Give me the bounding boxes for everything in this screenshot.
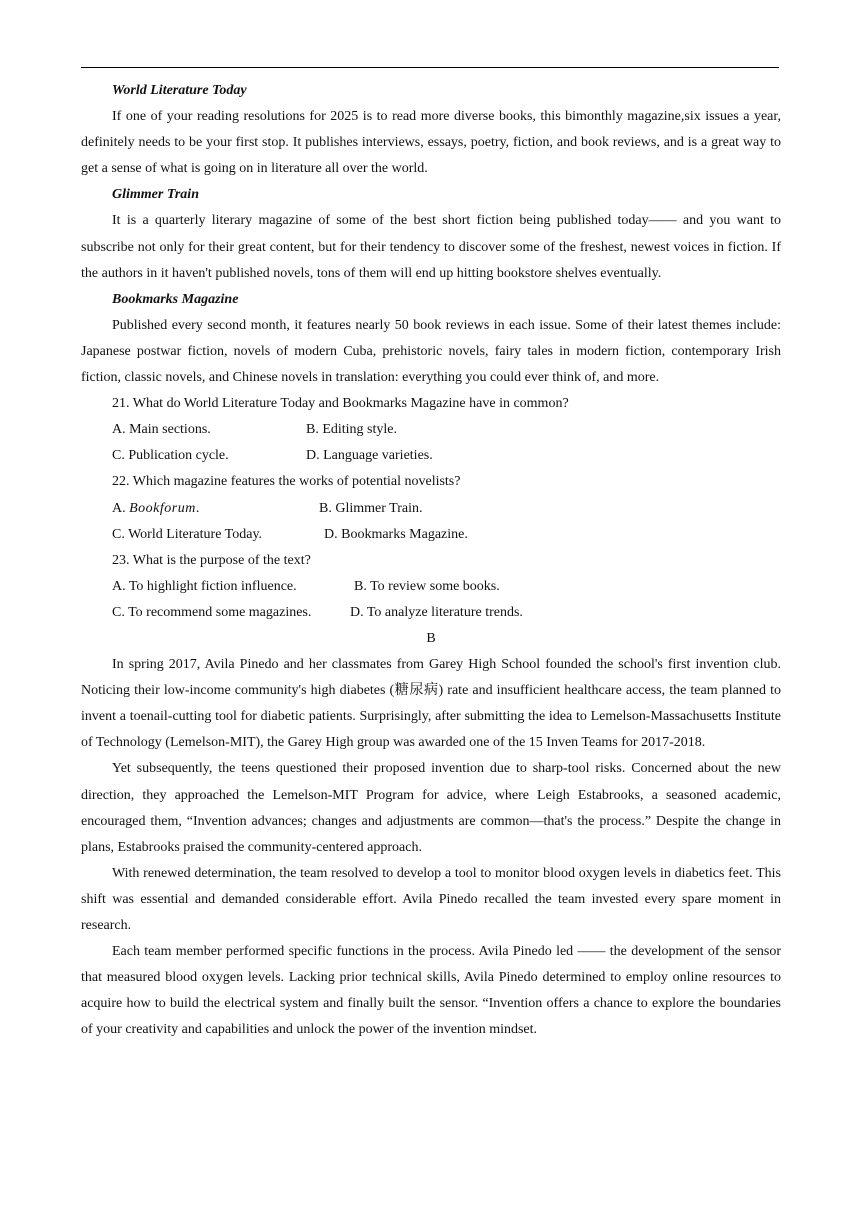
- paragraph-b-3: With renewed determination, the team resolved to develop a tool to monitor blood oxygen levels in diabetics feet. This shift was essential and demanded considerable effort. Avila Pinedo recalled the team invested every spare moment in research.: [81, 865, 781, 933]
- question-23-option-b: B. To review some books.: [354, 578, 500, 594]
- question-22-options-row-2: [81, 522, 781, 548]
- question-21-options-row-2: [81, 443, 781, 469]
- question-22-option-d: D. Bookmarks Magazine.: [324, 526, 468, 542]
- paragraph-b-2: Yet subsequently, the teens questioned their proposed invention due to sharp-tool risks. Concerned about the new direction, they approached the Lemelson-MIT Program for advice, where Leigh Estabrooks, a seasoned academic, encouraged them, “Invention advances; changes and adjustments are common—that's the process.” Despite the change in plans, Estabrooks praised the community-centered approach.: [81, 761, 781, 855]
- question-22-option-c: C. World Literature Today.: [112, 526, 263, 542]
- question-22-option-a-prefix: A.: [112, 500, 130, 516]
- document-body: [81, 78, 781, 1043]
- question-23-option-c: C. To recommend some magazines.: [112, 604, 312, 620]
- question-22-option-b: B. Glimmer Train.: [319, 500, 423, 516]
- question-21-options-row-1: [81, 417, 781, 443]
- question-22-option-a: [112, 496, 319, 522]
- question-23-option-d: D. To analyze literature trends.: [350, 604, 523, 620]
- question-21-option-b: B. Editing style.: [306, 422, 397, 438]
- question-22-options-row-1: [81, 496, 781, 522]
- question-22-stem: 22. Which magazine features the works of potential novelists?: [112, 474, 461, 490]
- question-23-stem: 23. What is the purpose of the text?: [112, 552, 311, 568]
- question-22-option-a-title: Bookforum: [129, 500, 196, 516]
- paragraph-b-4: Each team member performed specific functions in the process. Avila Pinedo led —— the development of the sensor that measured blood oxygen levels. Lacking prior technical skills, Avila Pinedo determined to employ online resources to acquire how to build the electrical system and finally built the sensor. “Invention offers a chance to explore the boundaries of your creativity and capabilities and unlock the power of the invention mindset.: [81, 944, 781, 1038]
- question-23-option-a: A. To highlight fiction influence.: [112, 578, 297, 594]
- paragraph-world-literature-today: If one of your reading resolutions for 2025 is to read more diverse books, this bimonthly magazine,six issues a year, definitely needs to be your first stop. It publishes interviews, essays, poetry, fiction, and book reviews, and is a great way to get a sense of what is going on in literature all over the world.: [81, 109, 781, 177]
- heading-world-literature-today: World Literature Today: [112, 83, 247, 98]
- question-23-options-row-1: [81, 574, 781, 600]
- question-21-option-a: A. Main sections.: [112, 422, 211, 438]
- section-label-b: B: [426, 630, 436, 646]
- question-21-stem: 21. What do World Literature Today and Bookmarks Magazine have in common?: [112, 396, 569, 412]
- heading-bookmarks-magazine: Bookmarks Magazine: [112, 291, 239, 307]
- paragraph-bookmarks-magazine: Published every second month, it features nearly 50 book reviews in each issue. Some of their latest themes include: Japanese postwar fiction, novels of modern Cuba, prehistoric novels, fairy tales in modern fiction, contemporary Irish fiction, classic novels, and Chinese novels in translation: everything you could ever think of, and more.: [81, 317, 781, 386]
- heading-glimmer-train: Glimmer Train: [112, 187, 199, 203]
- question-22-option-a-suffix: .: [195, 500, 200, 516]
- question-21-option-c: C. Publication cycle.: [112, 448, 229, 464]
- question-23-options-row-2: [81, 600, 781, 626]
- question-21-option-d: D. Language varieties.: [306, 448, 433, 464]
- paragraph-b-1: In spring 2017, Avila Pinedo and her classmates from Garey High School founded the school's first invention club. Noticing their low-income community's high diabetes (糖尿病) rate and insufficient healthcare access, the team planned to invent a toenail-cutting tool for diabetic patients. Surprisingly, after submitting the idea to Lemelson-Massachusetts Institute of Technology (Lemelson-MIT), the Garey High group was awarded one of the 15 Inven Teams for 2017-2018.: [81, 657, 781, 751]
- header-rule: [81, 67, 779, 68]
- paragraph-glimmer-train: It is a quarterly literary magazine of some of the best short fiction being published today—— and you want to subscribe not only for their great content, but for their tendency to discover some of the freshest, newest voices in fiction. If the authors in it haven't published novels, tons of them will end up hitting bookstore shelves eventually.: [81, 213, 781, 281]
